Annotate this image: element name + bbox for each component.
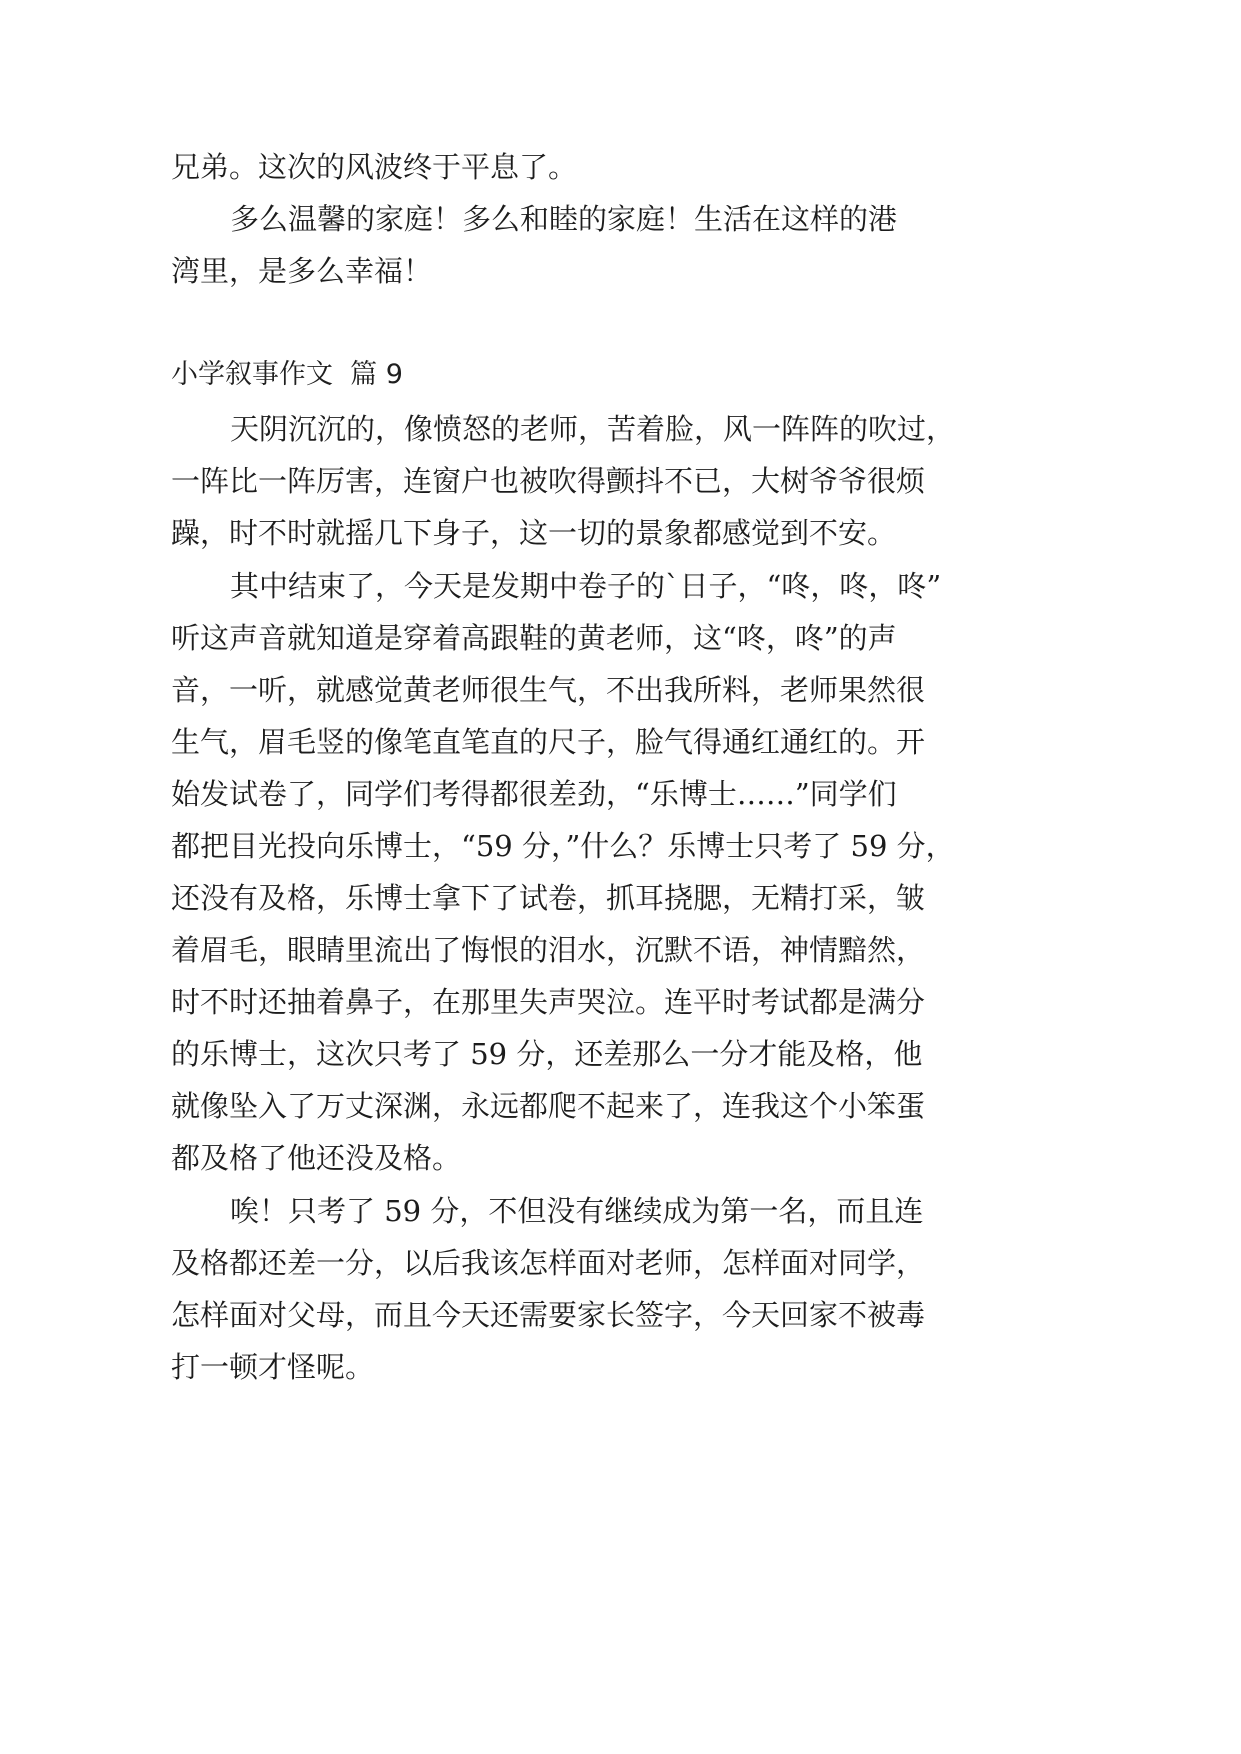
paragraph-line: 其中结束了，今天是发期中卷子的`日子，“咚，咚，咚”	[230, 569, 942, 603]
paragraph-line: 着眉毛，眼睛里流出了悔恨的泪水，沉默不语，神情黯然，	[171, 933, 926, 967]
paragraph-line: 躁，时不时就摇几下身子，这一切的景象都感觉到不安。	[171, 516, 897, 550]
paragraph-line: 唉！只考了 59 分，不但没有继续成为第一名，而且连	[230, 1194, 924, 1228]
paragraph-line: 多么温馨的家庭！多么和睦的家庭！生活在这样的港	[230, 202, 898, 236]
section-heading: 小学叙事作文 篇 9	[171, 359, 403, 390]
paragraph-line: 打一顿才怪呢。	[171, 1350, 375, 1384]
paragraph-line: 都及格了他还没及格。	[171, 1141, 462, 1175]
paragraph-line: 始发试卷了，同学们考得都很差劲，“乐博士……”同学们	[171, 777, 897, 811]
paragraph-line: 怎样面对父母，而且今天还需要家长签字，今天回家不被毒	[171, 1298, 926, 1332]
paragraph-line: 天阴沉沉的，像愤怒的老师，苦着脸，风一阵阵的吹过，	[230, 412, 956, 446]
paragraph-line: 湾里，是多么幸福！	[171, 254, 433, 288]
paragraph-line: 还没有及格，乐博士拿下了试卷，抓耳挠腮，无精打采，皱	[171, 881, 926, 915]
paragraph-line: 一阵比一阵厉害，连窗户也被吹得颤抖不已，大树爷爷很烦	[171, 464, 926, 498]
paragraph-line: 音，一听，就感觉黄老师很生气，不出我所料，老师果然很	[171, 673, 926, 707]
paragraph-line: 时不时还抽着鼻子，在那里失声哭泣。连平时考试都是满分	[171, 985, 926, 1019]
paragraph-line: 兄弟。这次的风波终于平息了。	[171, 150, 578, 184]
paragraph-line: 生气，眉毛竖的像笔直笔直的尺子，脸气得通红通红的。开	[171, 725, 926, 759]
paragraph-line: 都把目光投向乐博士，“59 分，”什么？乐博士只考了 59 分，	[171, 829, 955, 863]
paragraph-line: 及格都还差一分，以后我该怎样面对老师，怎样面对同学，	[171, 1246, 926, 1280]
paragraph-line: 听这声音就知道是穿着高跟鞋的黄老师，这“咚，咚”的声	[171, 621, 897, 655]
paragraph-line: 的乐博士，这次只考了 59 分，还差那么一分才能及格，他	[171, 1037, 923, 1071]
paragraph-line: 就像坠入了万丈深渊，永远都爬不起来了，连我这个小笨蛋	[171, 1089, 926, 1123]
